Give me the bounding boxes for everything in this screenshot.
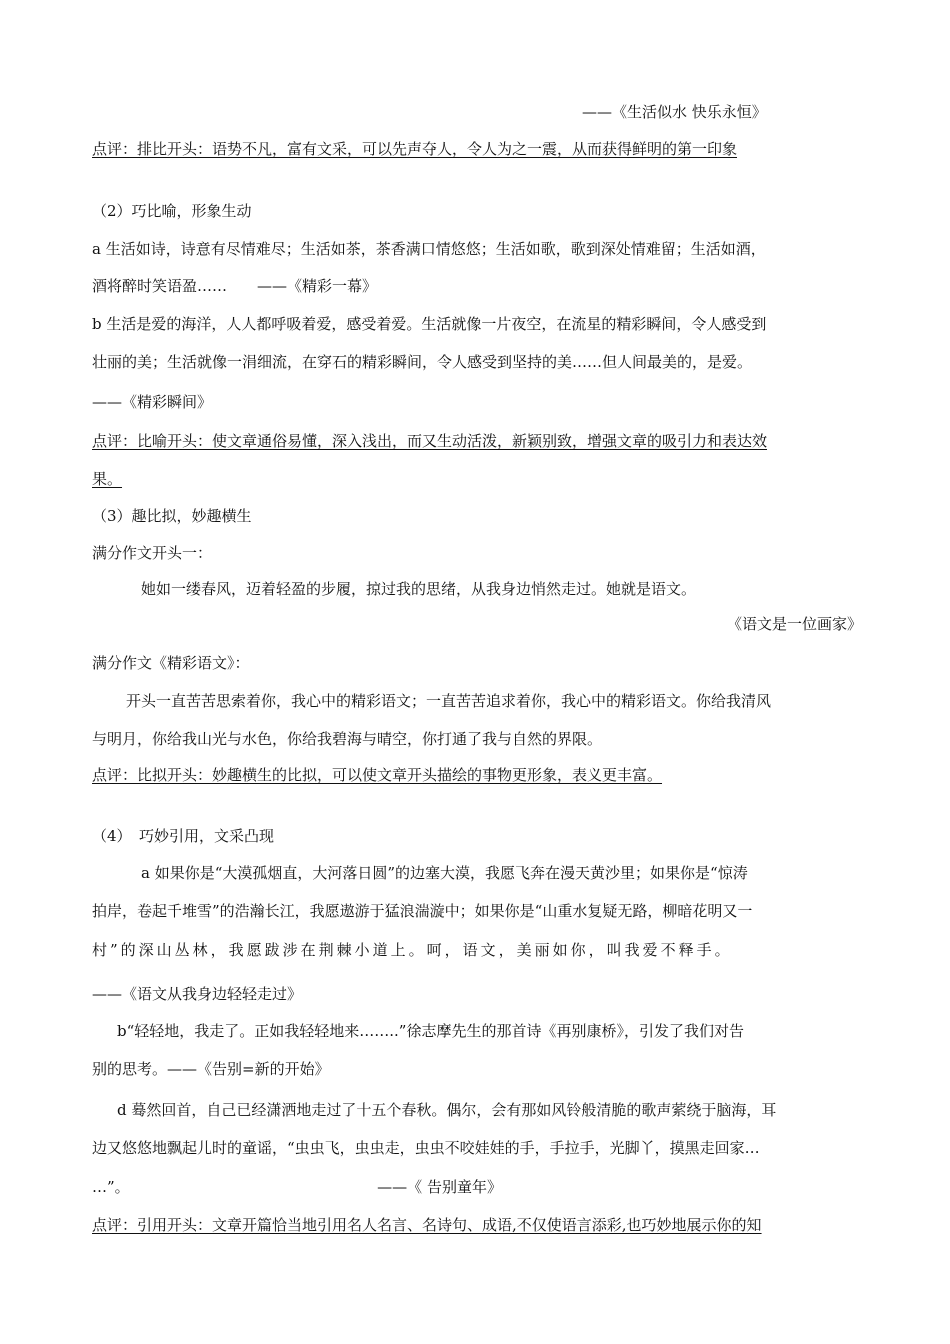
paragraph-line: b“轻轻地，我走了。正如我轻轻地来……..”徐志摩先生的那首诗《再别康桥》，引发了我们对告 xyxy=(117,1022,744,1040)
paragraph-line: 开头一直苦苦思索着你，我心中的精彩语文；一直苦苦追求着你，我心中的精彩语文。你给我清风 xyxy=(126,692,772,710)
paragraph-line: a 如果你是“大漠孤烟直，大河落日圆”的边塞大漠，我愿飞奔在漫天黄沙里；如果你是“惊涛 xyxy=(141,864,748,882)
comment-biyu: 点评：比喻开头：使文章通俗易懂，深入浅出，而又生动活泼，新颖别致，增强文章的吸引力和表达效 xyxy=(92,432,768,450)
source-attribution: ——《精彩瞬间》 xyxy=(92,393,213,411)
paragraph-line: 别的思考。——《告别=新的开始》 xyxy=(92,1060,330,1078)
section-heading-4: （4） 巧妙引用，文采凸现 xyxy=(92,827,275,845)
comment-biyu: 果。 xyxy=(92,470,123,488)
comment-bini: 点评：比拟开头：妙趣横生的比拟，可以使文章开头描绘的事物更形象，表义更丰富。 xyxy=(92,766,663,784)
paragraph-line: 与明月，你给我山光与水色，你给我碧海与晴空，你打通了我与自然的界限。 xyxy=(92,730,603,748)
paragraph-line: 边又悠悠地飘起儿时的童谣，“虫虫飞，虫虫走，虫虫不咬娃娃的手，手拉手，光脚丫，摸黑走回家… xyxy=(92,1139,760,1157)
paragraph-line: b 生活是爱的海洋，人人都呼吸着爱，感受着爱。生活就像一片夜空，在流星的精彩瞬间，令人感受到 xyxy=(92,315,767,333)
source-attribution: 《语文是一位画家》 xyxy=(726,615,862,633)
section-heading-2: （2）巧比喻，形象生动 xyxy=(92,202,252,220)
comment-yinyong: 点评：引用开头：文章开篇恰当地引用名人名言、名诗句、成语,不仅使语言添彩,也巧妙地展示你的知 xyxy=(92,1216,762,1234)
source-attribution: ——《语文从我身边轻轻走过》 xyxy=(92,985,303,1003)
paragraph-line: …”。 ——《 告别童年》 xyxy=(92,1178,502,1196)
comment-paichi: 点评：排比开头：语势不凡，富有文采，可以先声夺人，令人为之一震，从而获得鲜明的第一印象 xyxy=(92,140,738,158)
paragraph-line: 拍岸，卷起千堆雪”的浩瀚长江，我愿遨游于猛浪湍漩中；如果你是“山重水复疑无路，柳暗花明又一 xyxy=(92,902,753,920)
paragraph-line: 酒将醉时笑语盈…… ——《精彩一幕》 xyxy=(92,277,378,295)
section-heading-3: （3）趣比拟，妙趣横生 xyxy=(92,507,252,525)
paragraph-line: 满分作文《精彩语文》： xyxy=(92,654,250,672)
paragraph-line: d 蓦然回首，自己已经潇洒地走过了十五个春秋。偶尔，会有那如风铃般清脆的歌声萦绕于脑海，耳 xyxy=(117,1101,777,1119)
paragraph-line: a 生活如诗，诗意有尽情难尽；生活如茶，茶香满口情悠悠；生活如歌，歌到深处情难留；生活如酒， xyxy=(92,240,766,258)
source-attribution: ——《生活似水 快乐永恒》 xyxy=(582,103,767,121)
paragraph-line: 满分作文开头一： xyxy=(92,544,213,562)
paragraph-line: 她如一缕春风，迈着轻盈的步履，掠过我的思绪，从我身边悄然走过。她就是语文。 xyxy=(141,580,697,598)
paragraph-line: 村”的深山丛林，我愿跋涉在荆棘小道上。呵，语文，美丽如你，叫我爱不释手。 xyxy=(92,941,733,959)
paragraph-line: 壮丽的美；生活就像一涓细流，在穿石的精彩瞬间，令人感受到坚持的美……但人间最美的，是爱。 xyxy=(92,353,753,371)
